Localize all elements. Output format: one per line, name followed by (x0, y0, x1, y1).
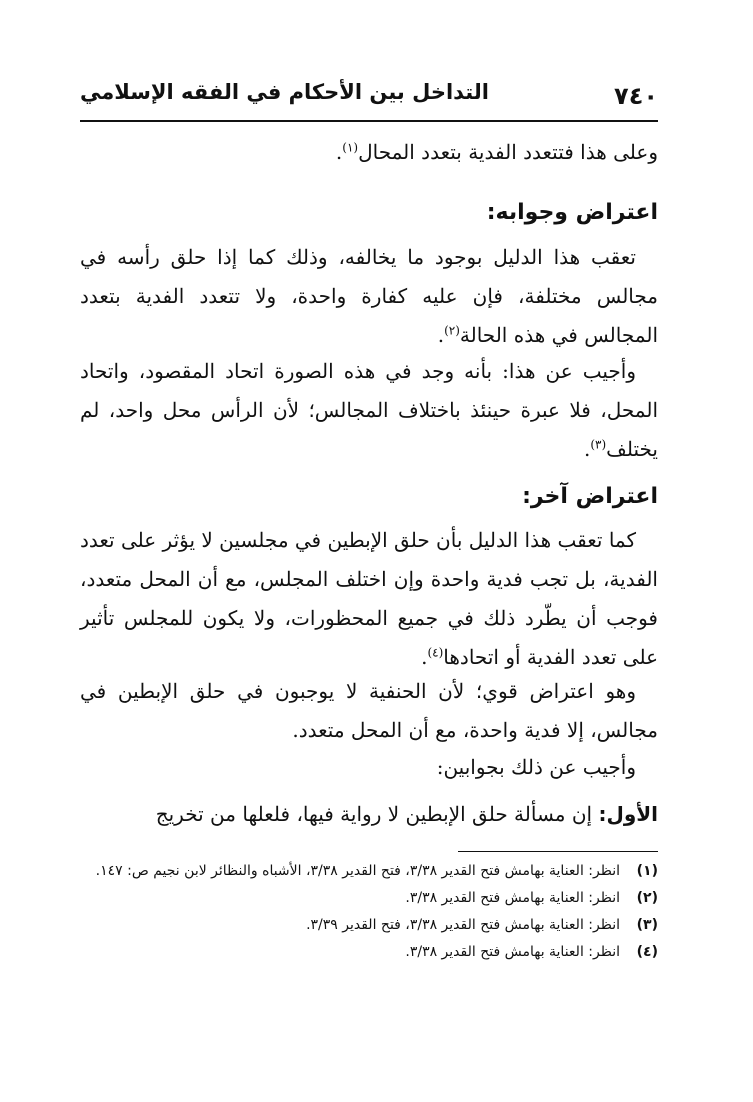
footnote-separator (458, 851, 658, 852)
footnote-number: (٢) (636, 890, 658, 906)
footnote-number: (١) (636, 863, 658, 879)
page-number: ٧٤٠ (614, 82, 658, 110)
footnote-number: (٣) (636, 917, 658, 933)
footnote-text: انظر: العناية بهامش فتح القدير ٣/٣٨، فتح القدير ٣/٣٨، الأشباه والنظائر لابن نجيم ص: ١٤٧. (95, 863, 620, 879)
second-objection-text: كما تعقب هذا الدليل بأن حلق الإبطين في مجلسين لا يؤثر على تعدد الفدية، بل تجب فدية واحدة وإن اختلف المجلس، مع أن المحل متعدد، فوجب أن يطّرد ذلك في جميع المحظورات، ولا يكون للمجلس تأثير على تعدد الفدية أو اتحادها (80, 528, 658, 669)
footnote-text: انظر: العناية بهامش فتح القدير ٣/٣٨. (405, 944, 620, 960)
footnote-text: انظر: العناية بهامش فتح القدير ٣/٣٨، فتح القدير ٣/٣٩. (306, 917, 620, 933)
objection-text: تعقب هذا الدليل بوجود ما يخالفه، وذلك كما إذا حلق رأسه في مجالس مختلفة، فإن عليه كفارة واحدة، ولا تتعدد الفدية بتعدد المجالس في هذه الحالة (80, 245, 658, 347)
intro-paragraph (80, 133, 658, 172)
two-answers-intro: وأجيب عن ذلك بجوابين: (436, 755, 636, 779)
first-answer-paragraph (80, 795, 658, 834)
footnote-ref-4: (٤) (427, 645, 444, 660)
header-rule (80, 120, 658, 122)
objection-paragraph (80, 238, 658, 355)
second-objection-end: . (421, 645, 428, 669)
footnote-item (80, 939, 658, 966)
section-heading-another-objection: اعتراض آخر: (522, 484, 658, 509)
first-answer-text: إن مسألة حلق الإبطين لا رواية فيها، فلعلها من تخريج (155, 802, 593, 826)
intro-end: . (335, 140, 343, 164)
footnote-text: انظر: العناية بهامش فتح القدير ٣/٣٨. (405, 890, 620, 906)
strong-objection-paragraph: وهو اعتراض قوي؛ لأن الحنفية لا يوجبون في حلق الإبطين في مجالس، إلا فدية واحدة، مع أن المحل متعدد. (80, 679, 658, 742)
footnote-ref-1: (١) (342, 140, 359, 155)
first-answer-lead: الأول: (598, 802, 658, 826)
intro-text: وعلى هذا فتتعدد الفدية بتعدد المحال (358, 140, 658, 164)
footnote-item (80, 885, 658, 912)
answer-end: . (583, 437, 591, 461)
running-title: التداخل بين الأحكام في الفقه الإسلامي (80, 80, 489, 104)
answer-paragraph (80, 352, 658, 469)
objection-end: . (437, 323, 445, 347)
page-header (80, 78, 658, 118)
answer-text: وأجيب عن هذا: بأنه وجد في هذه الصورة اتحاد المقصود، واتحاد المحل، فلا عبرة حينئذ باختلاف المجالس؛ لأن الرأس محل واحد، لم يختلف (80, 359, 658, 461)
section-heading-objection: اعتراض وجوابه: (486, 200, 658, 225)
footnote-ref-2: (٢) (444, 323, 460, 338)
footnote-item (80, 858, 658, 885)
second-objection-paragraph (80, 521, 658, 677)
footnote-number: (٤) (636, 944, 658, 960)
footnote-item (80, 912, 658, 939)
footnotes-list (80, 858, 658, 966)
footnote-ref-3: (٣) (590, 437, 607, 452)
